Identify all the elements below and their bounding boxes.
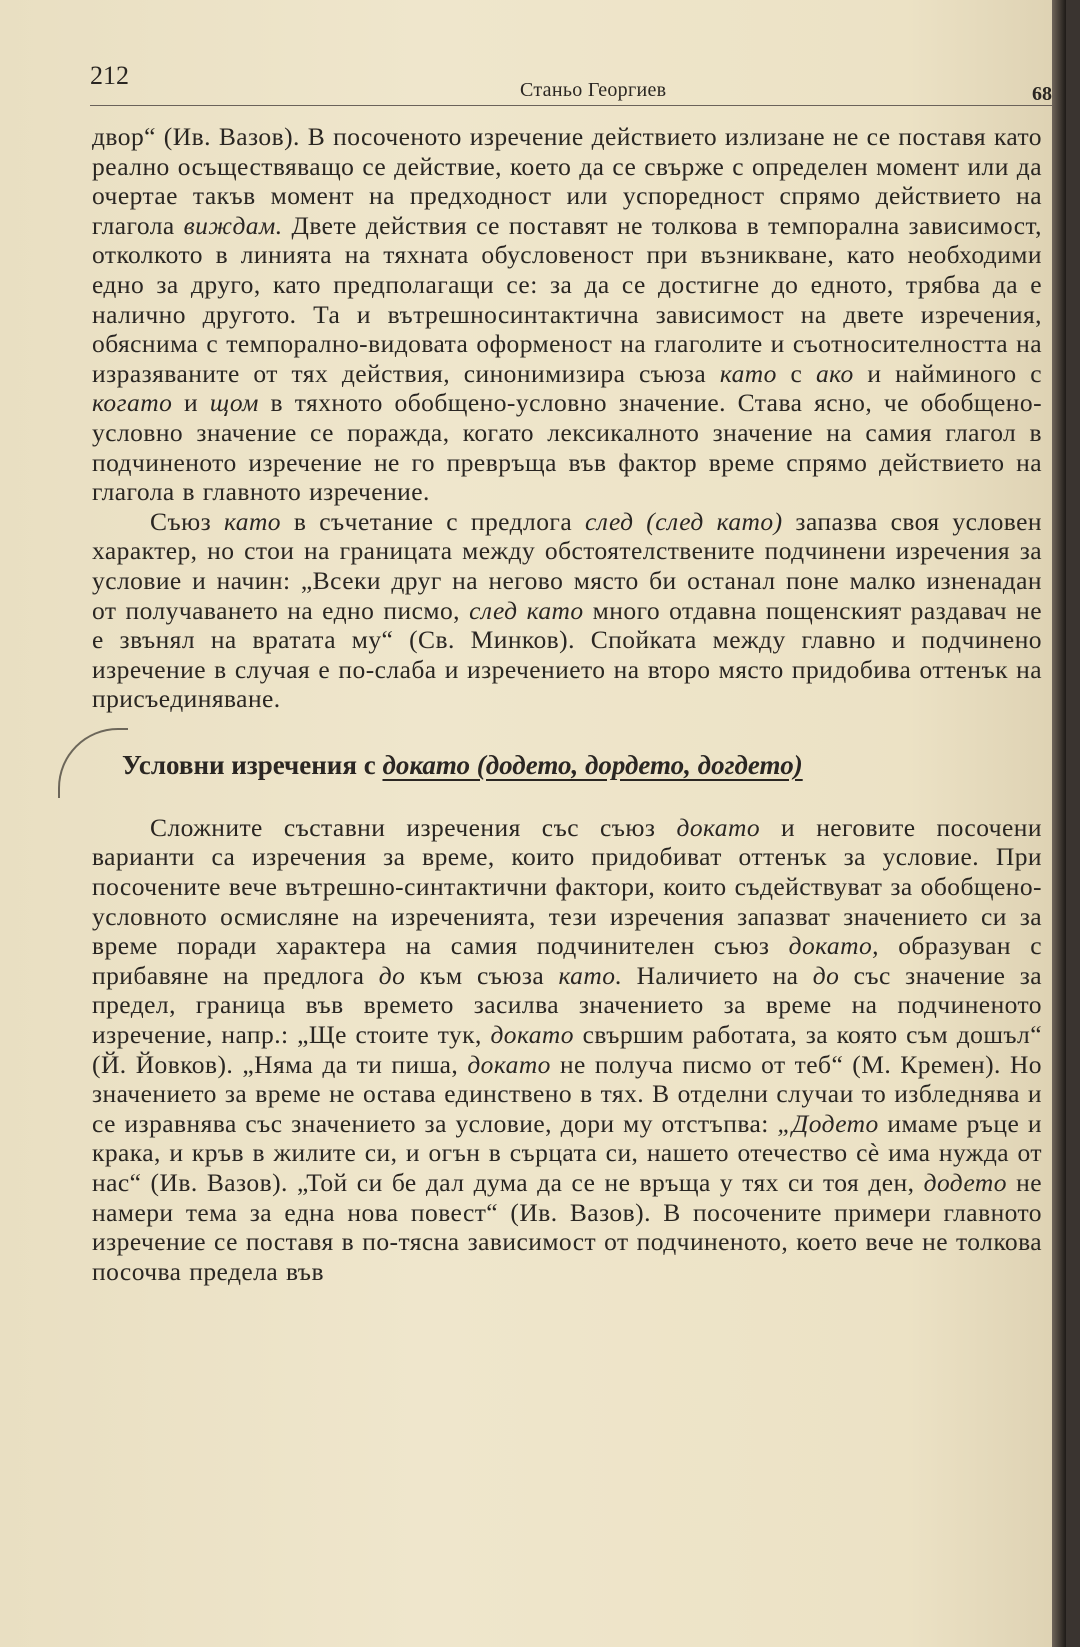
original-page-number: 68 [1032, 83, 1052, 105]
text-run: в тяхното обобщено-условно значение. Става ясно, че обобщено-условно значение се поражда, когато лексикалното значение на самия глагол в подчиненото изречение не го превръща във фактор време спрямо действието на глагола в главното изречение. [92, 388, 1043, 507]
italic-run: като. [558, 960, 623, 990]
text-run: не намери тема за една нова повест“ (Ив. Вазов). В посочените примери главното изречение се поставя в по-тясна зависимост от подчиненото, което вече не толкова посочва предела във [92, 1168, 1042, 1286]
italic-run: докато [467, 1049, 551, 1079]
italic-run: докато [676, 812, 761, 842]
paragraph-1 [92, 122, 1042, 507]
text-run: образуван с прибавяне на предлога [92, 931, 1043, 990]
text-run: и неговите посочени варианти са изречения за време, които придобиват оттенък за условие. При посочените вече вътрешно-синтактични фактори, които съдействуват за обобщено-условното осмисляне на изреченията, тези изречения запазват значението си за време поради характера на самия подчинителен съюз [92, 812, 1042, 961]
text-run: двор“ (Ив. Вазов). В посоченото изречение действието излизане не се поставя като реално осъществяващо се действие, което да се свърже с определен момент или да очертае такъв момент на предходност или успоредност спрямо действието на глагола [92, 122, 1042, 240]
italic-run: до [378, 960, 406, 990]
italic-run: до [812, 960, 840, 990]
text-run: и [172, 388, 210, 418]
section-heading-text: Условни изречения с [122, 749, 383, 780]
text-run: с [776, 358, 816, 388]
italic-run: додето [923, 1168, 1007, 1197]
italic-run: докато, [788, 931, 879, 961]
paragraph-3 [92, 813, 1042, 1287]
text-run: много отдавна пощенският раздавач не е звънял на вратата му“ (Св. Минков). Спойката между главно и подчинено изречение в случая е по-слаба и изречението на второ място придобива оттенък на присъединяване. [92, 595, 1043, 714]
text-run: имаме ръце и крака, и кръв в жилите си, и огън в сърцата си, нашето отечество сѐ има нужда от нас“ (Ив. Вазов). „Той си бе дал дума да се не връща у тях си тоя ден, [92, 1108, 1042, 1197]
section-heading-italic: докато (додето, дордето, догдето) [382, 749, 803, 780]
page-edge-shadow [1052, 0, 1066, 1647]
text-run: Сложните съставни изречения със съюз [150, 812, 677, 842]
text-run: запазва своя условен характер, но стои на границата между обстоятелствените подчинени изречения за условие и начин: „Всеки друг на негово място би останал поне малко изненадан от получаването на едно писмо, [92, 506, 1042, 625]
handwritten-mark [58, 728, 128, 798]
italic-run: ако [815, 358, 854, 388]
text-run: Двете действия се поставят не толкова в темпорална зависимост, отколкото в линията на тяхната обусловеност при възникване, като необходими едно за друго, като предполагащи се: за да се достигне до едното, трябва да е налично другото. Та и вътрешносинтактична зависимост на двете изречения, обяснима с темпорално-видовата оформеност на глаголите и съотносителността на изразяваните от тях действия, синонимизира съюза [92, 210, 1042, 388]
italic-run: виждам. [183, 210, 283, 240]
text-run: със значение за предел, граница във времето засилва значението за време на подчиненото изречение, напр.: „Ще стоите тук, [92, 960, 1043, 1050]
text-run: свършим работата, за която съм дошъл“ (Й. Йовков). „Няма да ти пиша, [92, 1020, 1042, 1079]
page-header [90, 55, 1052, 107]
page-body [92, 122, 1042, 1286]
text-run: Съюз [150, 506, 224, 536]
italic-run: след (след като) [584, 506, 783, 536]
paragraph-2 [92, 507, 1042, 714]
text-run: Наличието на [622, 960, 813, 990]
text-run: не получа писмо от теб“ (М. Кремен). Но значението за време не остава единствено в тях. В отделни случаи то избледнява и се изравнява със значението за условие, дори му отстъпва: [92, 1049, 1043, 1138]
italic-run: като [719, 358, 777, 388]
section-heading [92, 750, 1042, 781]
text-run: и найминого с [853, 358, 1042, 388]
italic-run: „Додето [777, 1108, 879, 1138]
italic-run: щом [209, 388, 259, 418]
italic-run: когато [92, 388, 173, 418]
italic-run: след като [469, 595, 584, 625]
running-head: Станьо Георгиев [520, 79, 667, 101]
italic-run: като [224, 506, 282, 536]
page-number: 212 [90, 61, 129, 90]
italic-run: докато [490, 1020, 574, 1050]
text-run: към съюза [405, 960, 559, 990]
text-run: в съчетание с предлога [281, 506, 585, 536]
header-rule [90, 105, 1052, 106]
